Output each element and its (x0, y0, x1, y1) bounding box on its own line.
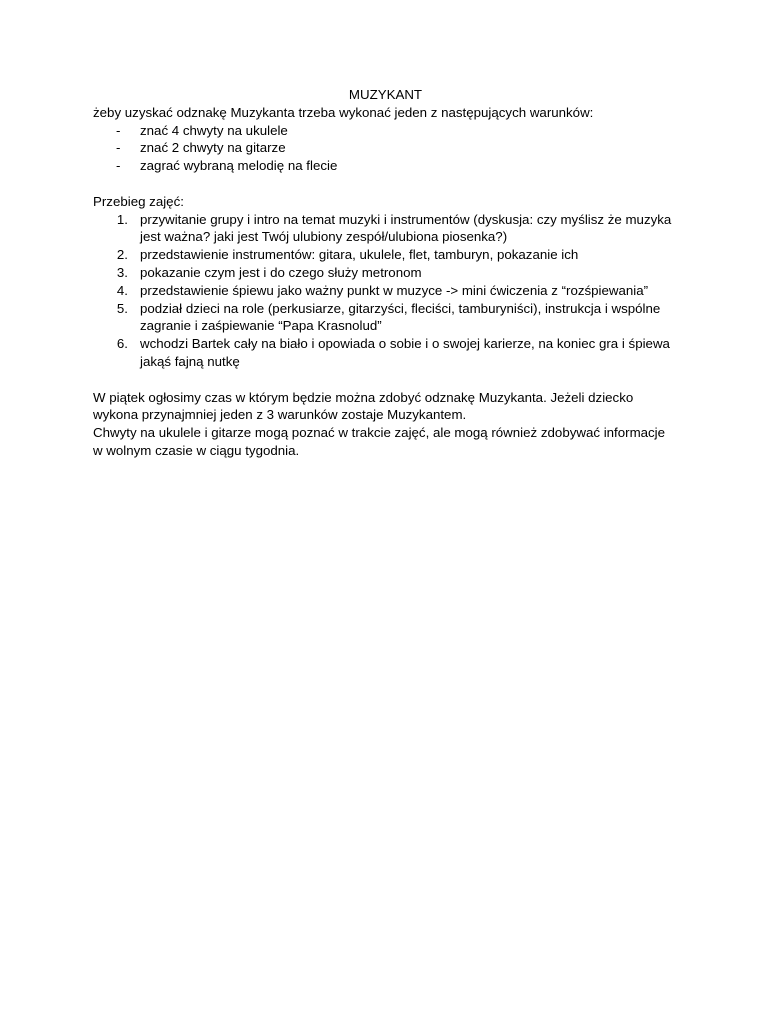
list-number: 2. (116, 247, 128, 263)
document-body (93, 86, 678, 460)
list-item (93, 139, 678, 157)
list-item (93, 246, 678, 264)
list-number: 6. (116, 336, 128, 352)
intro-paragraph: żeby uzyskać odznakę Muzykanta trzeba wykonać jeden z następujących warunków: (93, 104, 594, 120)
list-item-text: znać 2 chwyty na gitarze (140, 140, 286, 156)
list-number: 1. (116, 211, 128, 227)
list-item (93, 282, 678, 300)
list-item-text: znać 4 chwyty na ukulele (140, 122, 288, 138)
list-item (93, 264, 678, 282)
conditions-list (93, 122, 678, 175)
list-item-text: pokazanie czym jest i do czego służy metronom (140, 264, 422, 280)
bullet-dash: - (116, 158, 121, 174)
list-item-text: przedstawienie instrumentów: gitara, ukulele, flet, tamburyn, pokazanie ich (140, 247, 579, 263)
list-item-text: podział dzieci na role (perkusiarze, gitarzyści, fleciści, tamburyniści), instrukcja i wspólne zagranie i zaśpiewanie “Papa Krasnolud” (140, 300, 661, 334)
closing-paragraph: W piątek ogłosimy czas w którym będzie można zdobyć odznakę Muzykanta. Jeżeli dziecko wykona przynajmniej jeden z 3 warunków zostaje Muzykantem. (93, 389, 634, 423)
list-item (93, 211, 678, 247)
bullet-dash: - (116, 122, 121, 138)
spacer (93, 175, 678, 193)
list-number: 4. (116, 282, 128, 298)
list-item-text: przedstawienie śpiewu jako ważny punkt w muzyce -> mini ćwiczenia z “rozśpiewania” (140, 282, 649, 298)
closing-paragraph: Chwyty na ukulele i gitarze mogą poznać w trakcie zajęć, ale mogą również zdobywać informacje w wolnym czasie w ciągu tygodnia. (93, 425, 666, 458)
bullet-dash: - (116, 140, 121, 156)
list-item (93, 122, 678, 140)
list-number: 5. (116, 300, 128, 316)
list-item (93, 157, 678, 175)
schedule-list (93, 211, 678, 371)
list-item-text: wchodzi Bartek cały na biało i opowiada o sobie i o swojej karierze, na koniec gra i śpiewa jakąś fajną nutkę (140, 336, 670, 369)
spacer (93, 371, 678, 389)
schedule-heading: Przebieg zajęć: (93, 193, 184, 209)
list-item (93, 335, 678, 371)
list-item-text: zagrać wybraną melodię na flecie (140, 158, 338, 174)
list-number: 3. (116, 264, 128, 280)
list-item (93, 300, 678, 336)
document-title: MUZYKANT (348, 87, 423, 102)
list-item-text: przywitanie grupy i intro na temat muzyki i instrumentów (dyskusja: czy myślisz że muzyka jest ważna? jaki jest Twój ulubiony zespół/ulubiona piosenka?) (140, 211, 672, 245)
